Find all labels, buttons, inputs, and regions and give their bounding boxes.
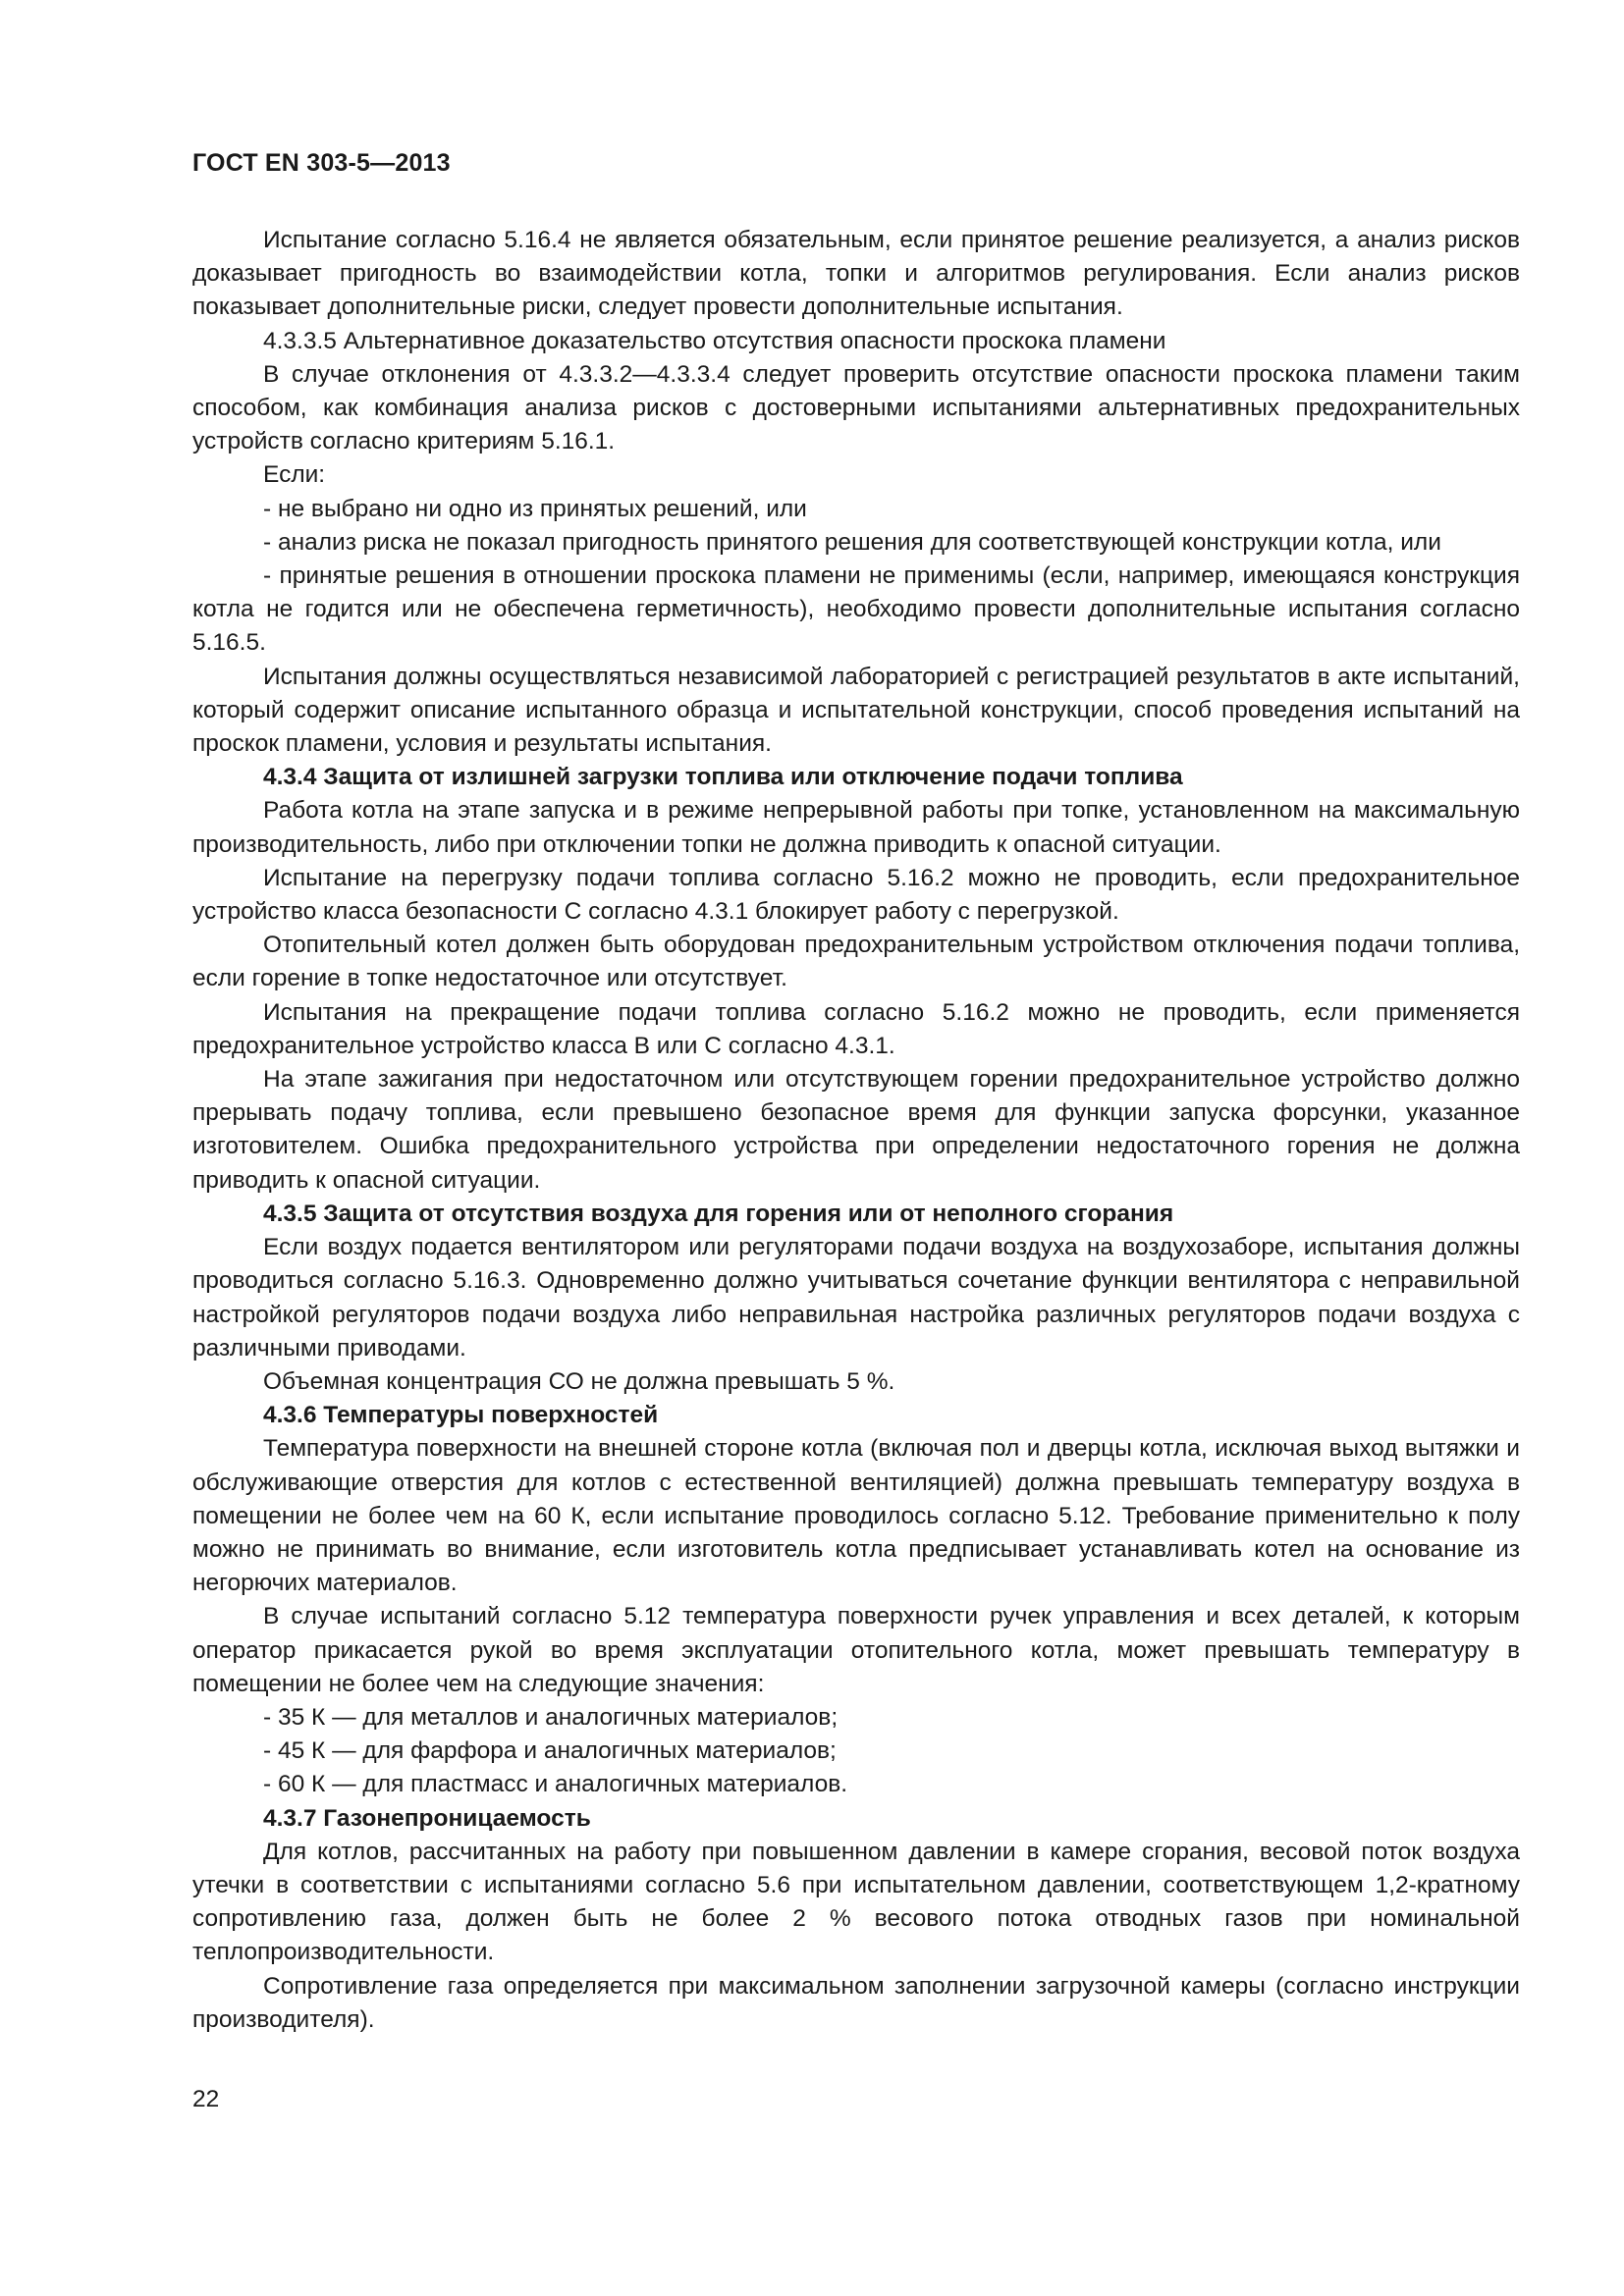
clause-4-3-3-5-title: 4.3.3.5 Альтернативное доказательство отсутствия опасности проскока пламени	[263, 327, 1166, 354]
section-heading-4-3-7: 4.3.7 Газонепроницаемость	[263, 1804, 591, 1832]
list-item: - принятые решения в отношении проскока пламени не применимы (если, например, имеющаяся конструкция котла не годится или не обеспечена герметичность), необходимо провести дополнительные испытания согласно 5.16.5.	[192, 562, 1520, 657]
list-item: - не выбрано ни одно из принятых решений, или	[263, 495, 807, 522]
paragraph: Объемная концентрация СО не должна превышать 5 %.	[263, 1367, 895, 1395]
paragraph: В случае испытаний согласно 5.12 температура поверхности ручек управления и всех деталей, к которым оператор прикасается рукой во время эксплуатации отопительного котла, может превышать температуру в помещении не более чем на следующие значения:	[192, 1603, 1520, 1697]
paragraph: Работа котла на этапе запуска и в режиме непрерывной работы при топке, установленном на максимальную производительность, либо при отключении топки не должна приводить к опасной ситуации.	[192, 797, 1520, 858]
section-heading-4-3-4: 4.3.4 Защита от излишней загрузки топлива или отключение подачи топлива	[263, 764, 1183, 791]
paragraph-lab-tests: Испытания должны осуществляться независимой лабораторией с регистрацией результатов в акте испытаний, который содержит описание испытанного образца и испытательной конструкции, способ проведения испытаний на проскок пламени, условия и результаты испытания.	[192, 663, 1520, 758]
paragraph: Если воздух подается вентилятором или регуляторами подачи воздуха на воздухозаборе, испытания должны проводиться согласно 5.16.3. Одновременно должно учитываться сочетание функции вентилятора с неправильной настройкой регуляторов подачи воздуха либо неправильная настройка различных регуляторов подачи воздуха с различными приводами.	[192, 1234, 1520, 1362]
paragraph: На этапе зажигания при недостаточном или отсутствующем горении предохранительное устройство должно прерывать подачу топлива, если превышено безопасное время для функции запуска форсунки, указанное изготовителем. Ошибка предохранительного устройства при определении недостаточного горения не должна приводить к опасной ситуации.	[192, 1066, 1520, 1194]
paragraph-if: Если:	[263, 461, 326, 489]
list-item: - анализ риска не показал пригодность принятого решения для соответствующей конструкции котла, или	[263, 528, 1441, 556]
section-heading-4-3-6: 4.3.6 Температуры поверхностей	[263, 1402, 659, 1429]
paragraph-deviation: В случае отклонения от 4.3.3.2—4.3.3.4 следует проверить отсутствие опасности проскока пламени таким способом, как комбинация анализа рисков с достоверными испытаниями альтернативных предохранительных устройств согласно критериям 5.16.1.	[192, 360, 1520, 455]
paragraph: Температура поверхности на внешней стороне котла (включая пол и дверцы котла, исключая выход вытяжки и обслуживающие отверстия для котлов с естественной вентиляцией) должна превышать температуру воздуха в помещении не более чем на 60 К, если испытание проводилось согласно 5.12. Требование применительно к полу можно не принимать во внимание, если изготовитель котла предписывает устанавливать котел на основание из негорючих материалов.	[192, 1435, 1520, 1597]
document-body	[192, 224, 1520, 2037]
document-code-header: ГОСТ EN 303-5—2013	[192, 149, 451, 177]
paragraph: Испытание на перегрузку подачи топлива согласно 5.16.2 можно не проводить, если предохранительное устройство класса безопасности С согласно 4.3.1 блокирует работу с перегрузкой.	[192, 864, 1520, 926]
paragraph: Сопротивление газа определяется при максимальном заполнении загрузочной камеры (согласно инструкции производителя).	[192, 1972, 1520, 2033]
section-heading-4-3-5: 4.3.5 Защита от отсутствия воздуха для горения или от неполного сгорания	[263, 1200, 1174, 1227]
paragraph-test-5-16-4: Испытание согласно 5.16.4 не является обязательным, если принятое решение реализуется, а анализ рисков доказывает пригодность во взаимодействии котла, топки и алгоритмов регулирования. Если анализ рисков показывает дополнительные риски, следует провести дополнительные испытания.	[192, 227, 1520, 321]
paragraph: Испытания на прекращение подачи топлива согласно 5.16.2 можно не проводить, если применяется предохранительное устройство класса В или С согласно 4.3.1.	[192, 998, 1520, 1059]
paragraph: Для котлов, рассчитанных на работу при повышенном давлении в камере сгорания, весовой поток воздуха утечки в соответствии с испытаниями согласно 5.6 при испытательном давлении, соответствующем 1,2-кратному сопротивлению газа, должен быть не более 2 % весового потока отводных газов при номинальной теплопроизводительности.	[192, 1838, 1520, 1966]
list-item: - 45 К — для фарфора и аналогичных материалов;	[263, 1737, 837, 1765]
page-number: 22	[192, 2086, 220, 2112]
paragraph: Отопительный котел должен быть оборудован предохранительным устройством отключения подачи топлива, если горение в топке недостаточное или отсутствует.	[192, 932, 1520, 992]
list-item: - 35 К — для металлов и аналогичных материалов;	[263, 1703, 839, 1731]
list-item: - 60 К — для пластмасс и аналогичных материалов.	[263, 1771, 848, 1798]
